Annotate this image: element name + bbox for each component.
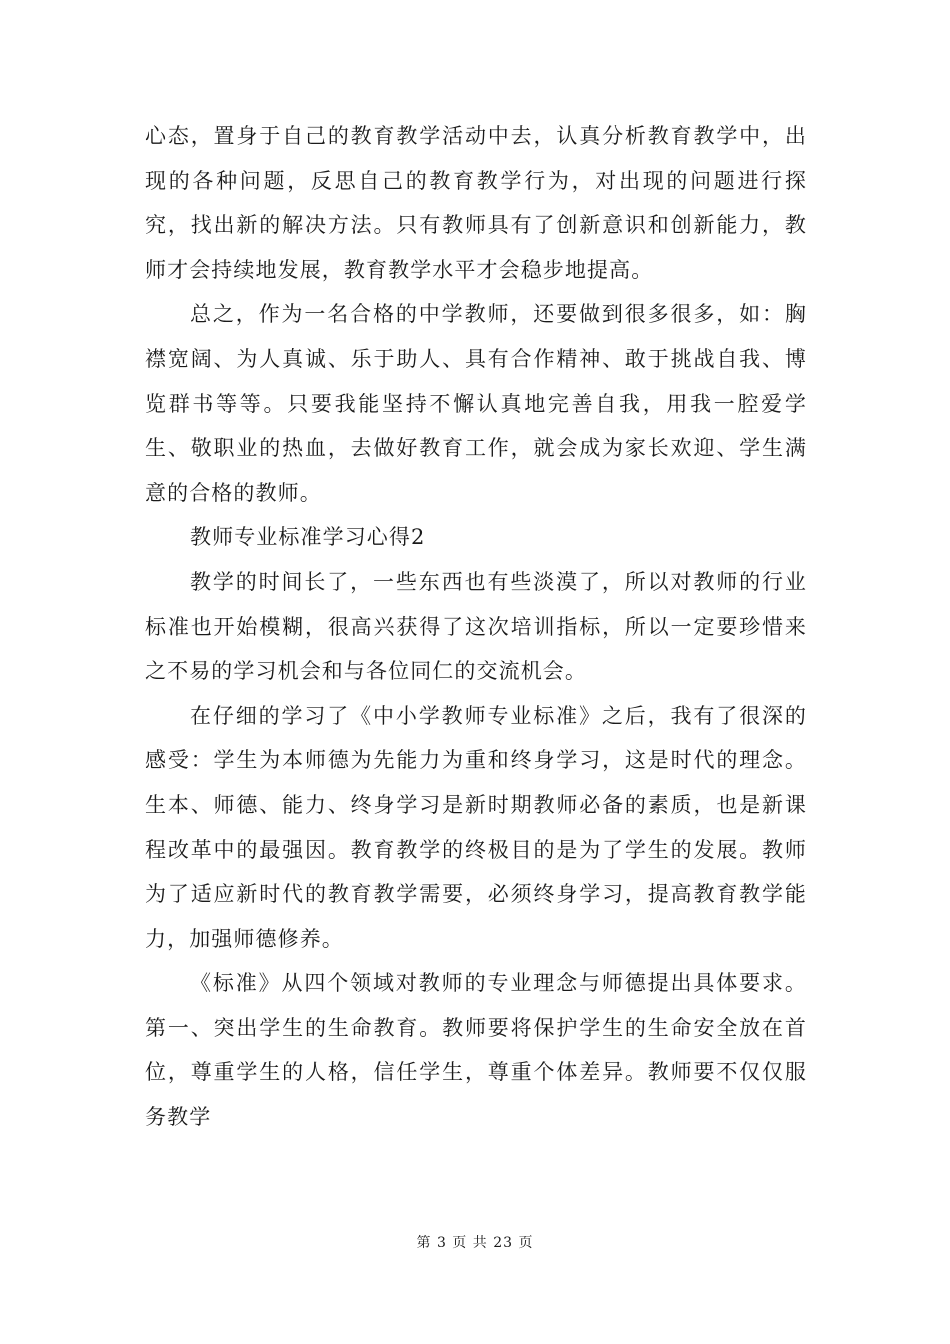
paragraph-2: 总之，作为一名合格的中学教师，还要做到很多很多，如：胸襟宽阔、为人真诚、乐于助人、具有合作精神、敢于挑战自我、博览群书等等。只要我能坚持不懈认真地完善自我，用我一腔爱学生、敬职业的热血，去做好教育工作，就会成为家长欢迎、学生满意的合格的教师。 bbox=[145, 302, 807, 505]
document-body bbox=[145, 114, 807, 1140]
page-footer: 第 3 页 共 23 页 bbox=[416, 1235, 534, 1251]
paragraph-4: 在仔细的学习了《中小学教师专业标准》之后，我有了很深的感受：学生为本师德为先能力为重和终身学习，这是时代的理念。生本、师德、能力、终身学习是新时期教师必备的素质，也是新课程改革中的最强因。教育教学的终极目的是为了学生的发展。教师为了适应新时代的教育教学需要，必须终身学习，提高教育教学能力，加强师德修养。 bbox=[145, 703, 807, 951]
section-heading: 教师专业标准学习心得2 bbox=[190, 525, 426, 550]
paragraph-1: 心态，置身于自己的教育教学活动中去，认真分析教育教学中，出现的各种问题，反思自己的教育教学行为，对出现的问题进行探究，找出新的解决方法。只有教师具有了创新意识和创新能力，教师才会持续地发展，教育教学水平才会稳步地提高。 bbox=[145, 124, 807, 282]
paragraph-3: 教学的时间长了，一些东西也有些淡漠了，所以对教师的行业标准也开始模糊，很高兴获得了这次培训指标，所以一定要珍惜来之不易的学习机会和与各位同仁的交流机会。 bbox=[145, 569, 807, 684]
paragraph-5: 《标准》从四个领域对教师的专业理念与师德提出具体要求。第一、突出学生的生命教育。教师要将保护学生的生命安全放在首位，尊重学生的人格，信任学生，尊重个体差异。教师要不仅仅服务教学 bbox=[145, 971, 807, 1130]
